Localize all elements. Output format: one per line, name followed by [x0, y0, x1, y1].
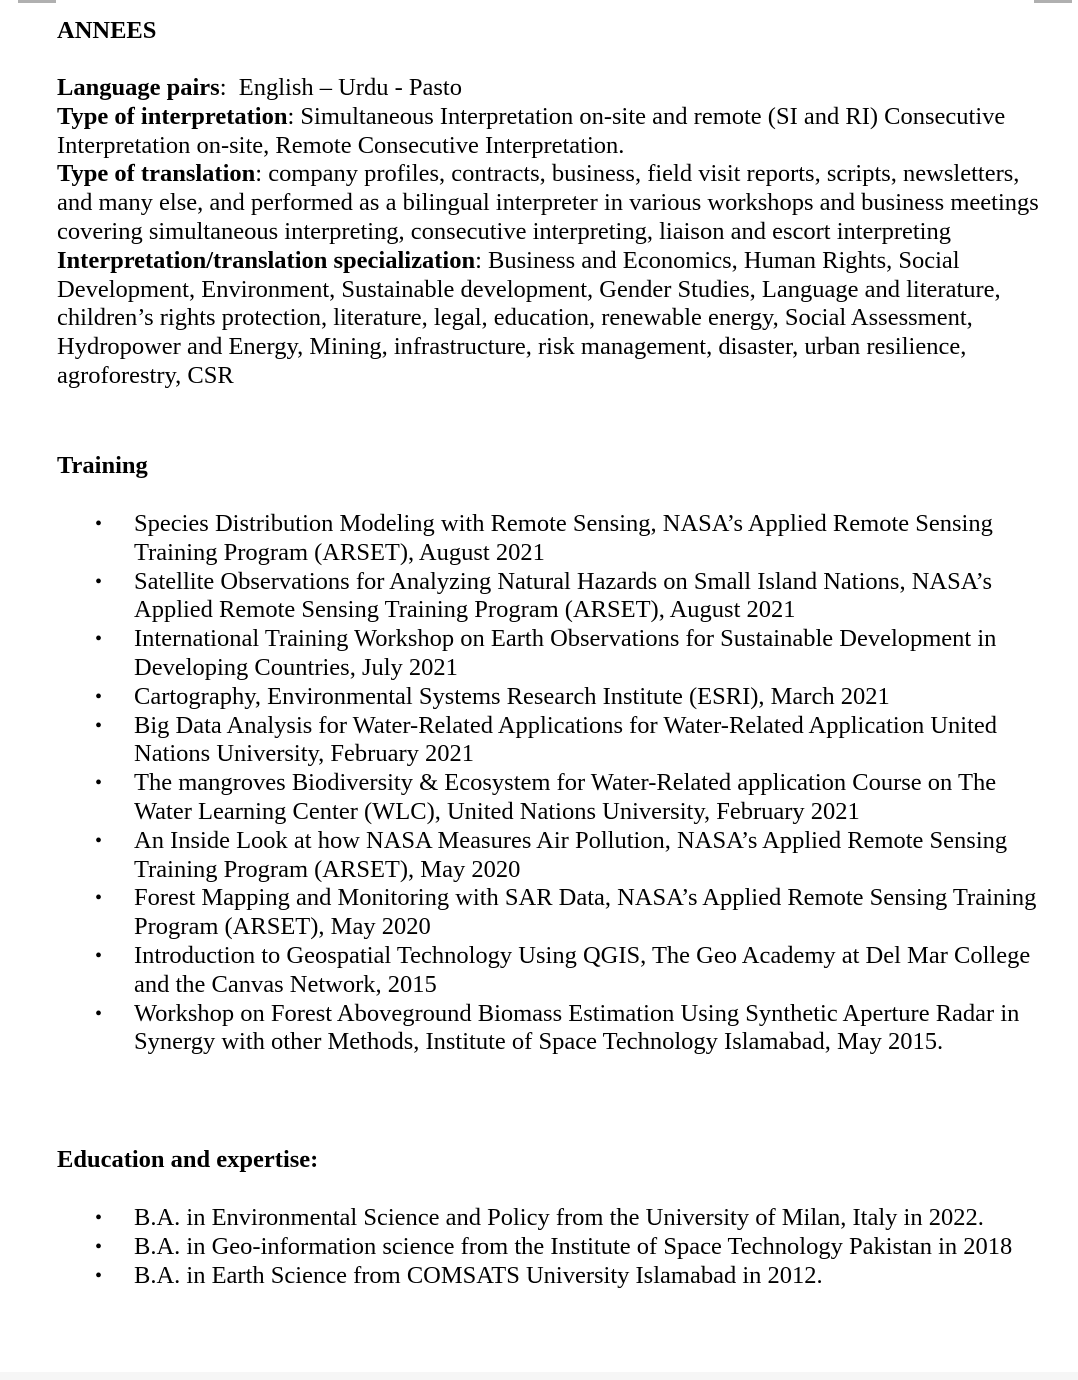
education-list: [0, 1204, 1047, 1290]
bullet-icon: •: [95, 772, 103, 795]
translation-label: Type of translation: [57, 160, 256, 188]
training-heading: Training: [57, 452, 148, 479]
specialization-line: Interpretation/translation specialization: Business and Economics, Human Rights, Social Development, Environment, Sustainable development, Gender Studies, Language and literature, children’s rights protection, literature, legal, education, renewable energy, Social Assessment, Hydropower and Energy, Mining, infrastructure, risk management, disaster, urban resilience, agroforestry, CSR: [57, 246, 1001, 389]
training-item: • Workshop on Forest Aboveground Biomass Estimation Using Synthetic Aperture Radar in Synergy with other Methods, Institute of Space Technology Islamabad, May 2015.: [95, 999, 1020, 1056]
language-pairs-value: English – Urdu - Pasto: [226, 74, 462, 101]
training-item: • International Training Workshop on Earth Observations for Sustainable Development in Developing Countries, July 2021: [95, 625, 997, 681]
training-item: • Cartography, Environmental Systems Research Institute (ESRI), March 2021: [95, 682, 890, 710]
training-item: • Species Distribution Modeling with Remote Sensing, NASA’s Applied Remote Sensing Training Program (ARSET), August 2021: [95, 510, 993, 566]
bullet-icon: •: [95, 829, 103, 852]
bullet-icon: •: [95, 1207, 103, 1229]
crop-mark-left: [18, 0, 56, 3]
page-title: ANNEES: [57, 17, 157, 44]
specialization-value: Business and Economics, Human Rights, Social Development, Environment, Sustainable development, Gender Studies, Language and literature, children’s rights protection, literature, legal, education, renewable energy, Social Assessment, Hydropower and Energy, Mining, infrastructure, risk management, disaster, urban resilience, agroforestry, CSR: [57, 246, 1001, 389]
training-item: • Forest Mapping and Monitoring with SAR Data, NASA’s Applied Remote Sensing Training Program (ARSET), May 2020: [95, 884, 1037, 941]
training-item: • The mangroves Biodiversity & Ecosystem for Water-Related application Course on The Water Learning Center (WLC), United Nations University, February 2021: [95, 769, 997, 825]
training-item: • Big Data Analysis for Water-Related Applications for Water-Related Application United Nations University, February 2021: [95, 711, 998, 768]
language-pairs-line: Language pairs: English – Urdu - Pasto: [57, 74, 462, 101]
bullet-icon: •: [95, 944, 103, 967]
education-item: • B.A. in Environmental Science and Policy from the University of Milan, Italy in 2022.: [95, 1204, 984, 1231]
translation-value: company profiles, contracts, business, field visit reports, scripts, newsletters, and many else, and performed as a bilingual interpreter in various workshops and business meetings covering simultaneous interpreting, consecutive interpreting, liaison and escort interpreting: [57, 160, 1039, 245]
page-bottom-edge: [0, 1372, 1078, 1380]
bullet-icon: •: [95, 714, 103, 737]
bullet-icon: •: [95, 887, 103, 910]
interpretation-line: Type of interpretation: Simultaneous Interpretation on-site and remote (SI and RI) Consecutive Interpretation on-site, Remote Consecutive Interpretation.: [57, 102, 1006, 159]
languages-block: [57, 74, 1047, 391]
education-item: • B.A. in Geo-information science from the Institute of Space Technology Pakistan in 2018: [95, 1232, 1013, 1260]
translation-line: Type of translation: company profiles, contracts, business, field visit reports, scripts, newsletters, and many else, and performed as a bilingual interpreter in various workshops and business meetings covering simultaneous interpreting, consecutive interpreting, liaison and escort interpreting: [57, 160, 1039, 245]
bullet-icon: •: [95, 1264, 103, 1287]
interpretation-label: Type of interpretation: [57, 102, 288, 130]
language-pairs-label: Language pairs: [57, 74, 220, 101]
bullet-icon: •: [95, 628, 103, 651]
education-heading: Education and expertise:: [57, 1146, 319, 1173]
bullet-icon: •: [95, 685, 103, 708]
interpretation-value: Simultaneous Interpretation on-site and remote (SI and RI) Consecutive Interpretation on-site, Remote Consecutive Interpretation.: [57, 102, 1006, 159]
bullet-icon: •: [95, 1235, 103, 1258]
bullet-icon: •: [95, 513, 103, 535]
training-item: • Satellite Observations for Analyzing Natural Hazards on Small Island Nations, NASA’s Applied Remote Sensing Training Program (ARSET), August 2021: [95, 567, 993, 624]
crop-mark-right: [1034, 0, 1072, 3]
training-item: • An Inside Look at how NASA Measures Air Pollution, NASA’s Applied Remote Sensing Training Program (ARSET), May 2020: [95, 826, 1008, 883]
specialization-label: Interpretation/translation specialization: [57, 246, 476, 274]
training-item: • Introduction to Geospatial Technology Using QGIS, The Geo Academy at Del Mar College and the Canvas Network, 2015: [95, 941, 1031, 998]
bullet-icon: •: [95, 1002, 103, 1025]
education-item: • B.A. in Earth Science from COMSATS University Islamabad in 2012.: [95, 1261, 823, 1289]
training-list: [0, 510, 1047, 1057]
bullet-icon: •: [95, 570, 103, 593]
